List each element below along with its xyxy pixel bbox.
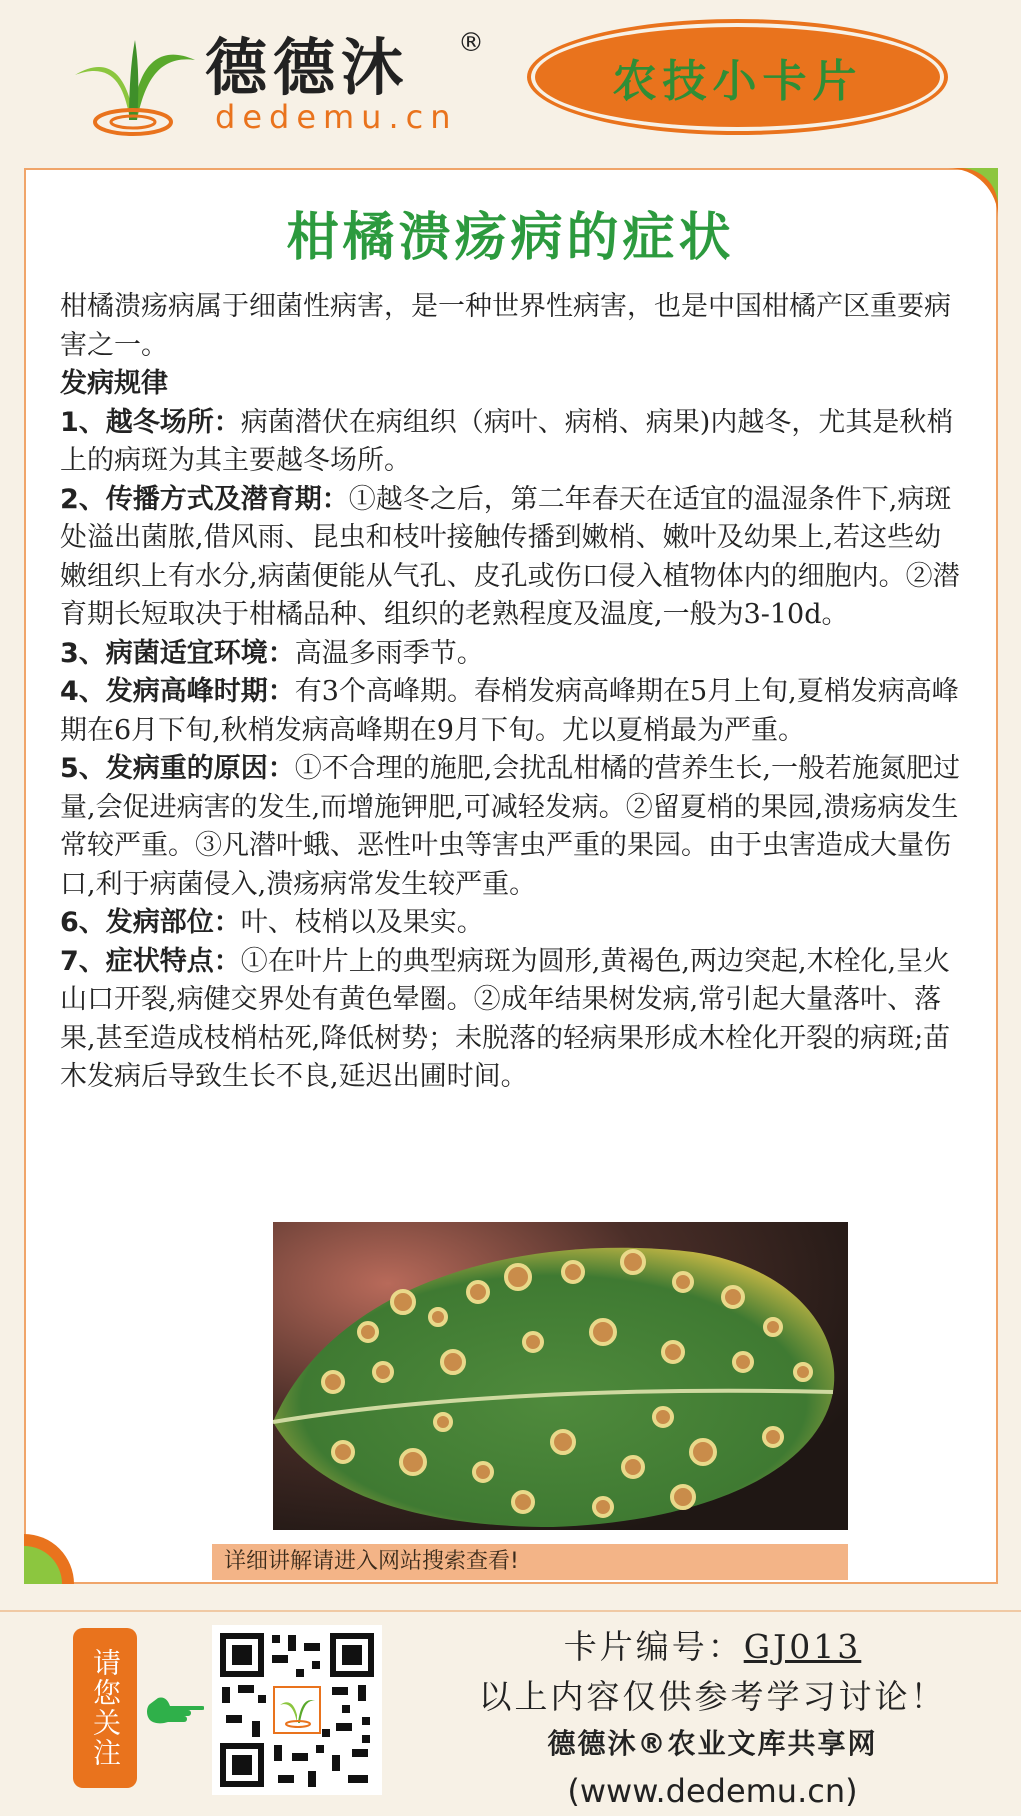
qr-code[interactable] <box>212 1625 382 1795</box>
list-item: 4、发病高峰时期：有3个高峰期。春梢发病高峰期在5月上旬,夏梢发病高峰期在6月下旬,秋梢发病高峰期在9月下旬。尤以夏梢最为严重。 <box>60 676 959 746</box>
footer-info <box>430 1622 995 1816</box>
site-url-link[interactable]: (www.dedemu.cn) <box>567 1772 858 1810</box>
list-item: 3、病菌适宜环境：高温多雨季节。 <box>60 637 484 669</box>
page-title: 柑橘溃疡病的症状 <box>286 208 735 268</box>
list-item: 5、发病重的原因：①不合理的施肥,会扰乱柑橘的营养生长,一般若施氮肥过量,会促进病害的发生,而增施钾肥,可减轻发病。②留夏梢的果园,溃疡病发生常较严重。③凡潜叶蛾、恶性叶虫等害虫严重的果园。由于虫害造成大量伤口,利于病菌侵入,溃疡病常发生较严重。 <box>60 753 960 900</box>
section-heading: 发病规律 <box>60 368 168 399</box>
site-name: 德德沐®农业文库共享网 <box>547 1727 878 1760</box>
list-item: 2、传播方式及潜育期：①越冬之后，第二年春天在适宜的温湿条件下,病斑处溢出菌脓,借风雨、昆虫和枝叶接触传播到嫩梢、嫩叶及幼果上,若这些幼嫩组织上有水分,病菌便能从气孔、皮孔或伤口侵入植物体内的细胞内。②潜育期长短取决于柑橘品种、组织的老熟程度及温度,一般为3-10d。 <box>60 483 960 630</box>
card-number-line <box>430 1622 995 1672</box>
card-badge-label: 农技小卡片 <box>612 56 863 107</box>
caption-bar: 详细讲解请进入网站搜索查看! <box>212 1544 848 1580</box>
brand-domain: dedemu.cn <box>215 98 458 136</box>
pointing-hand-icon <box>144 1690 204 1730</box>
disclaimer: 以上内容仅供参考学习讨论！ <box>478 1677 947 1716</box>
list-item: 6、发病部位：叶、枝梢以及果实。 <box>60 907 484 938</box>
follow-tag: 请您关注 <box>73 1628 137 1788</box>
diseased-leaf-photo <box>273 1222 848 1530</box>
list-item: 7、症状特点：①在叶片上的典型病斑为圆形,黄褐色,两边突起,木栓化,呈火山口开裂,病健交界处有黄色晕圈。②成年结果树发病,常引起大量落叶、落果,甚至造成枝梢枯死,降低树势；未脱落的轻病果形成木栓化开裂的病斑;苗木发病后导致生长不良,延迟出圃时间。 <box>60 945 951 1092</box>
article-body <box>60 288 965 1097</box>
header <box>0 0 1021 150</box>
card-badge <box>535 27 940 127</box>
footer-divider <box>0 1610 1021 1612</box>
corner-decoration-icon <box>24 1534 74 1584</box>
registered-mark: ® <box>458 28 484 58</box>
sprout-logo-icon <box>55 20 205 140</box>
intro-paragraph: 柑橘溃疡病属于细菌性病害，是一种世界性病害，也是中国柑橘产区重要病害之一。 <box>60 291 951 361</box>
brand-name: 德德沐 <box>205 31 410 104</box>
list-item: 1、越冬场所：病菌潜伏在病组织（病叶、病梢、病果)内越冬，尤其是秋梢上的病斑为其主要越冬场所。 <box>60 406 954 476</box>
card-number-label: 卡片编号： <box>563 1627 744 1666</box>
card-number: GJ013 <box>743 1627 862 1666</box>
